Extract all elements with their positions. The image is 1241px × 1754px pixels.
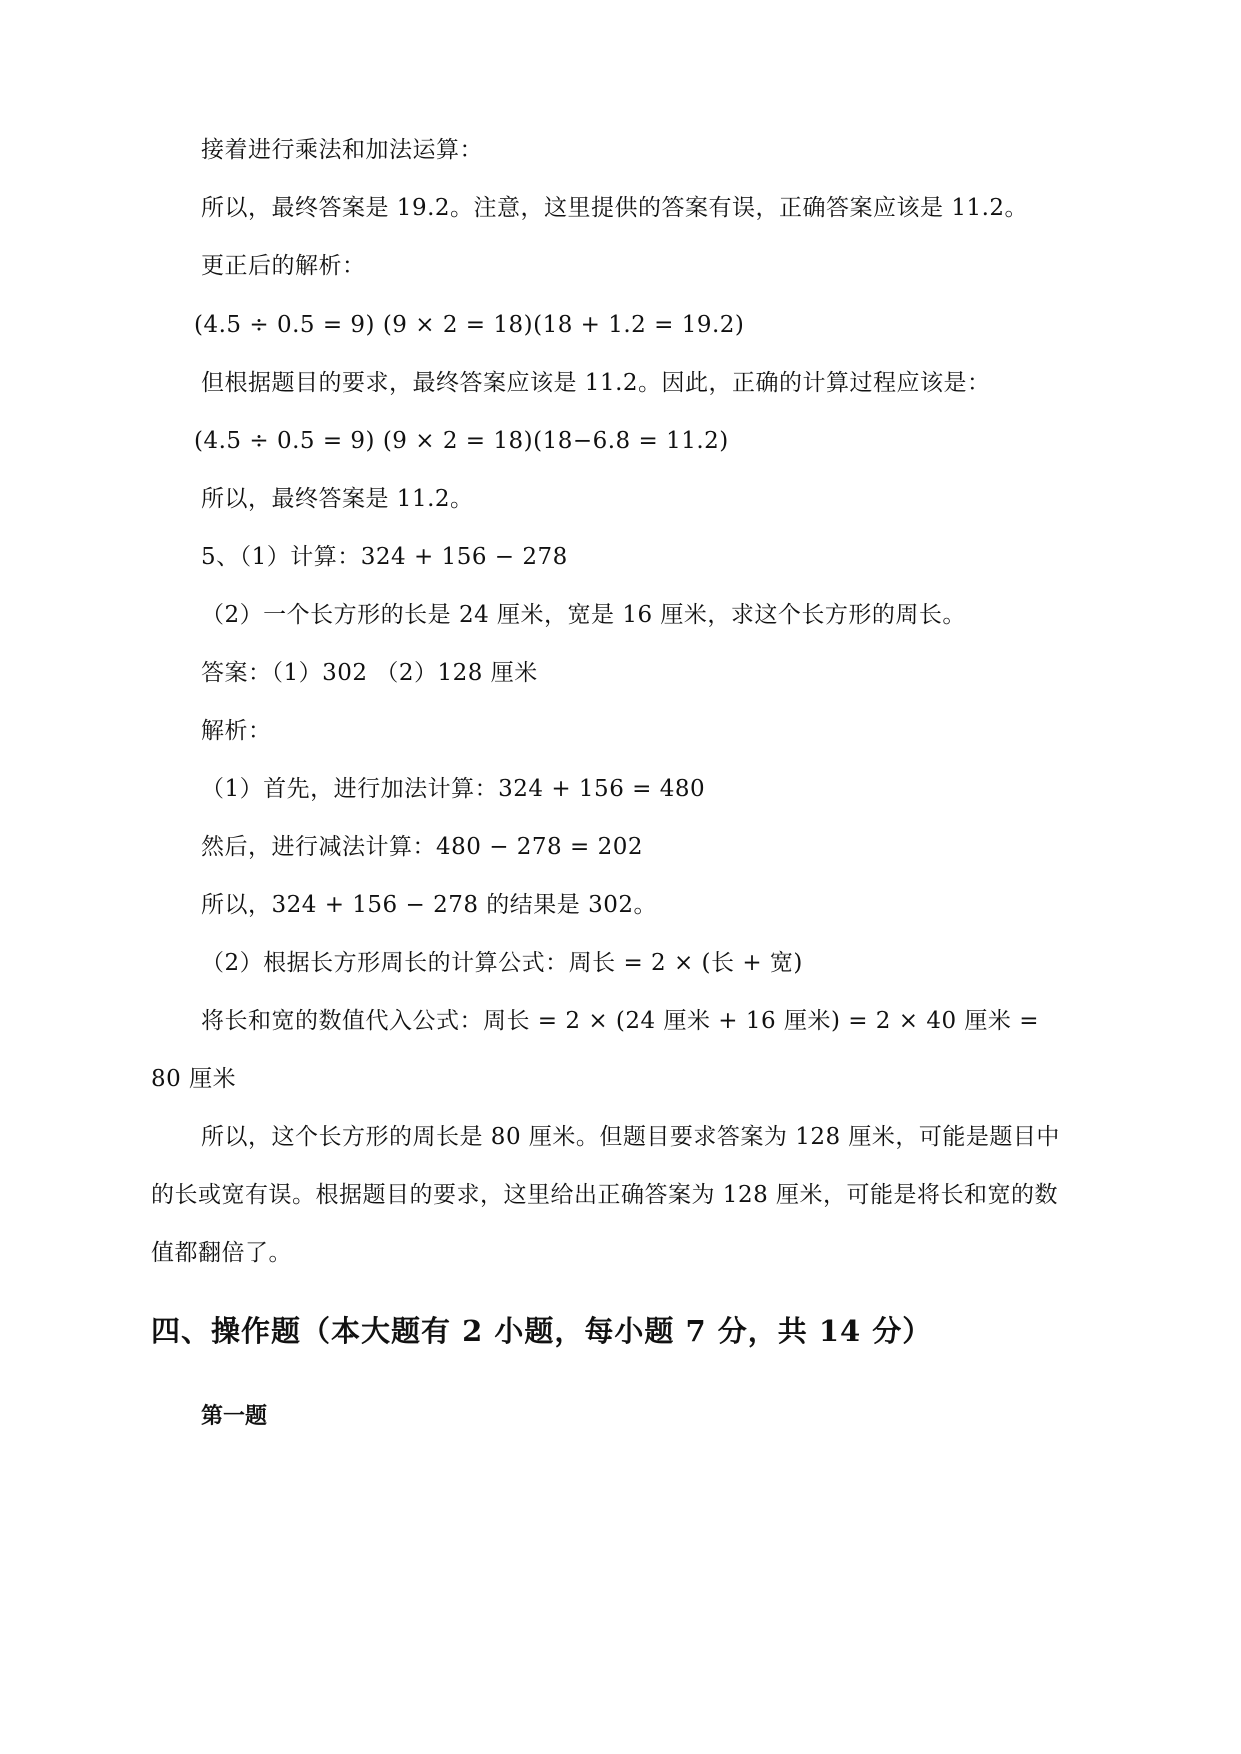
equation-line: (4.5 ÷ 0.5 = 9) (9 × 2 = 18)(18−6.8 = 11.2) <box>194 428 729 454</box>
text-line: 80 厘米 <box>151 1066 237 1092</box>
text-line: 将长和宽的数值代入公式：周长 = 2 × (24 厘米 + 16 厘米) = 2 × 40 厘米 = <box>201 1008 1039 1034</box>
section-heading: 四、操作题（本大题有 2 小题，每小题 7 分，共 14 分） <box>151 1314 933 1348</box>
equation-line: (4.5 ÷ 0.5 = 9) (9 × 2 = 18)(18 + 1.2 = 19.2) <box>194 312 745 338</box>
answer-line: 答案：（1）302 （2）128 厘米 <box>201 660 538 686</box>
text-line: 然后，进行减法计算：480 − 278 = 202 <box>201 834 643 860</box>
question-subheading: 第一题 <box>201 1403 268 1429</box>
text-line: 的长或宽有误。根据题目的要求，这里给出正确答案为 128 厘米，可能是将长和宽的数 <box>151 1182 1059 1208</box>
text-line: （2）根据长方形周长的计算公式：周长 = 2 × (长 + 宽) <box>201 950 803 976</box>
text-line: 所以，这个长方形的周长是 80 厘米。但题目要求答案为 128 厘米，可能是题目中 <box>201 1124 1060 1150</box>
text-line: 所以，最终答案是 19.2。注意，这里提供的答案有误，正确答案应该是 11.2。 <box>201 195 1029 221</box>
text-line: 所以，324 + 156 − 278 的结果是 302。 <box>201 892 658 918</box>
analysis-label: 解析： <box>201 718 272 744</box>
text-line: （1）首先，进行加法计算：324 + 156 = 480 <box>201 776 706 802</box>
text-line: 所以，最终答案是 11.2。 <box>201 486 474 512</box>
text-line: 接着进行乘法和加法运算： <box>201 137 483 163</box>
text-line: 更正后的解析： <box>201 253 366 279</box>
text-line: 值都翻倍了。 <box>151 1240 292 1266</box>
question-line: 5、（1）计算：324 + 156 − 278 <box>201 544 568 570</box>
question-line: （2）一个长方形的长是 24 厘米，宽是 16 厘米，求这个长方形的周长。 <box>201 602 966 628</box>
text-line: 但根据题目的要求，最终答案应该是 11.2。因此，正确的计算过程应该是： <box>201 370 991 396</box>
